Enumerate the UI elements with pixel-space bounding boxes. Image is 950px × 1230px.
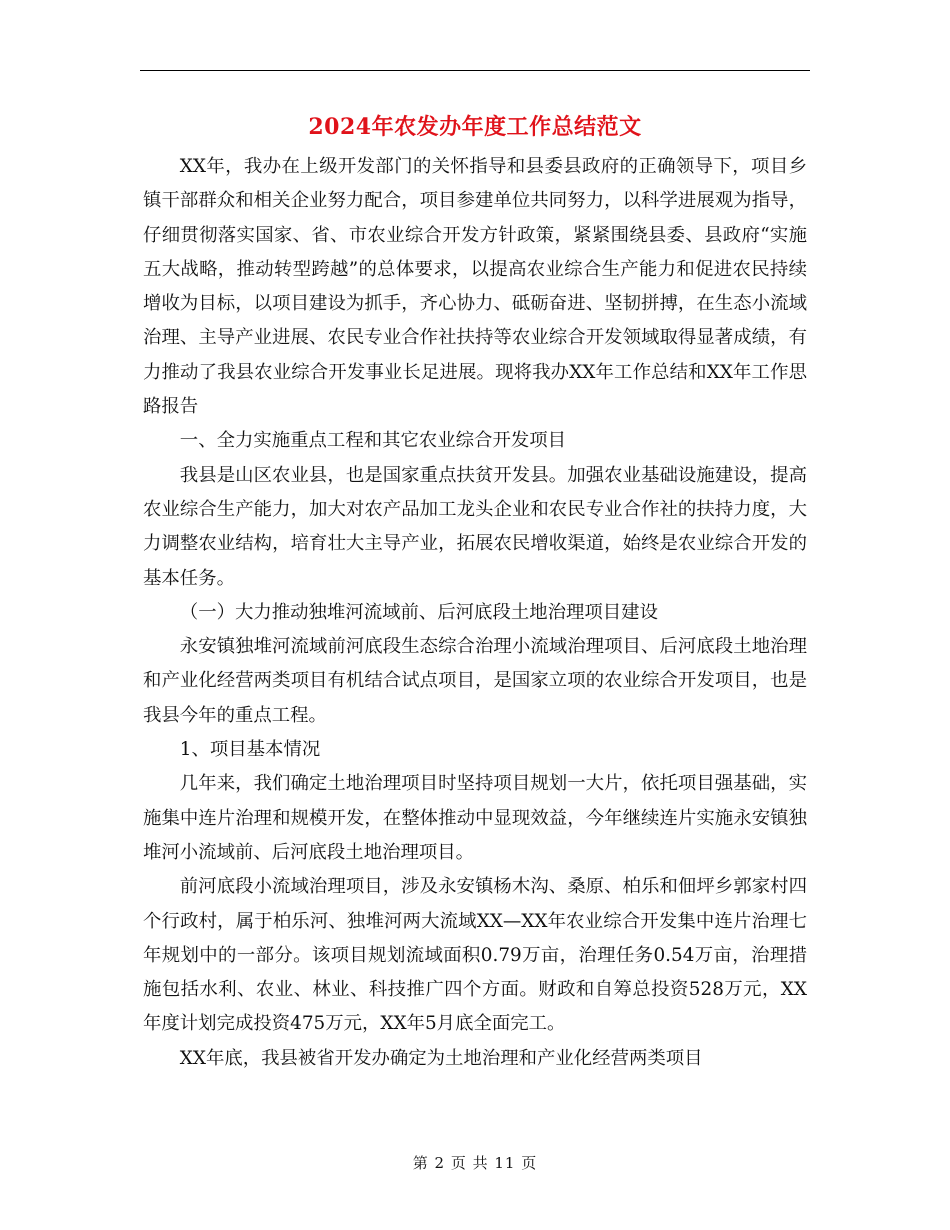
page-footer: 第 2 页 共 11 页 [412, 1154, 538, 1172]
paragraph-year-end: XX年底，我县被省开发办确定为土地治理和产业化经营两类项目 [179, 1047, 703, 1069]
paragraph-qianhedi: 前河底段小流域治理项目，涉及永安镇杨木沟、桑原、柏乐和佃坪乡郭家村四个行政村，属于柏乐河、独堆河两大流域XX—XX年农业综合开发集中连片治理七年规划中的一部分。该项目规划流域面积0.79万亩，治理任务0.54万亩，治理措施包括水利、农业、林业、科技推广四个方面。财政和自筹总投资528万元，XX年度计划完成投资475万元，XX年5月底全面完工。 [143, 876, 807, 1035]
paragraph-intro: XX年，我办在上级开发部门的关怀指导和县委县政府的正确领导下，项目乡镇干部群众和相关企业努力配合，项目参建单位共同努力，以科学进展观为指导，仔细贯彻落实国家、省、市农业综合开发方针政策，紧紧围绕县委、县政府“实施五大战略，推动转型跨越”的总体要求，以提高农业综合生产能力和促进农民持续增收为目标，以项目建设为抓手，齐心协力、砥砺奋进、坚韧拼搏，在生态小流域治理、主导产业进展、农民专业合作社扶持等农业综合开发领域取得显著成绩，有力推动了我县农业综合开发事业长足进展。现将我办XX年工作总结和XX年工作思路报告 [143, 156, 807, 418]
section-heading-1: 一、全力实施重点工程和其它农业综合开发项目 [179, 430, 567, 452]
item-heading-1: 1、项目基本情况 [179, 739, 321, 761]
paragraph-years: 几年来，我们确定土地治理项目时坚持项目规划一大片，依托项目强基础，实施集中连片治理和规模开发，在整体推动中显现效益，今年继续连片实施永安镇独堆河小流域前、后河底段土地治理项目。 [143, 773, 807, 863]
document-body [143, 150, 807, 1076]
document-title: 2024年农发办年度工作总结范文 [308, 114, 642, 140]
header-rule [140, 70, 810, 71]
subsection-heading-1: （一）大力推动独堆河流域前、后河底段土地治理项目建设 [179, 601, 658, 623]
paragraph-project-intro: 永安镇独堆河流域前河底段生态综合治理小流域治理项目、后河底段土地治理和产业化经营两类项目有机结合试点项目，是国家立项的农业综合开发项目，也是我县今年的重点工程。 [143, 636, 807, 726]
paragraph-county: 我县是山区农业县，也是国家重点扶贫开发县。加强农业基础设施建设，提高农业综合生产能力，加大对农产品加工龙头企业和农民专业合作社的扶持力度，大力调整农业结构，培育壮大主导产业，拓展农民增收渠道，始终是农业综合开发的基本任务。 [143, 464, 807, 589]
